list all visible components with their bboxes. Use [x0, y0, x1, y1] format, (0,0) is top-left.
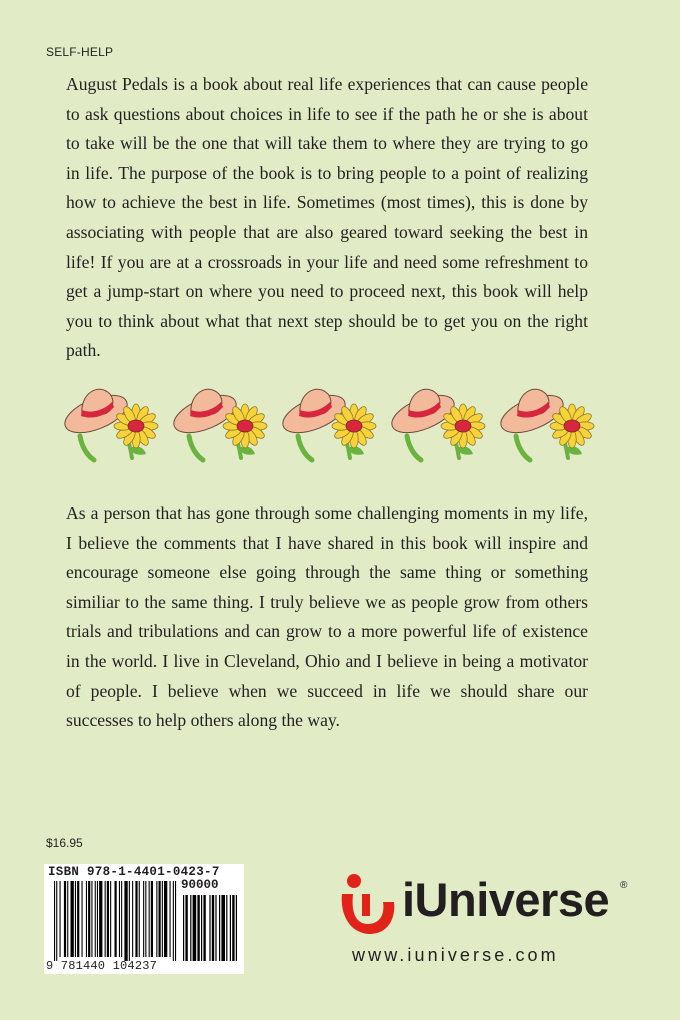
barcode-bar — [119, 881, 120, 957]
barcode-bar — [56, 881, 57, 961]
hat-and-daisy-icon — [496, 374, 600, 466]
addon-bar — [201, 895, 202, 961]
barcode-bar — [64, 881, 66, 957]
price-addon-code: 90000 — [181, 878, 219, 892]
publisher-url: www.iuniverse.com — [352, 945, 559, 965]
barcode-bar — [99, 881, 102, 957]
addon-bar — [221, 895, 225, 961]
description-paragraph: August Pedals is a book about real life experiences that can cause people to ask questions about choices in life to see if the path he or she is about to take will be the one that will take them to where they are trying to go in life. The purpose of the book is to bring people to a point of realizing how to achieve the best in life. Sometimes (most times), this is done by associating with people that are also geared toward seeking the best in life! If you are at a crossroads in your life and need some refreshment to get a jump-start on where you need to proceed next, this book will help you to think about what that next step should be to get you on the right path. — [66, 74, 588, 361]
addon-bar — [230, 895, 231, 961]
barcode-bar — [149, 881, 150, 957]
barcode-bar — [159, 881, 161, 957]
addon-bar — [197, 895, 199, 961]
barcode-bar — [97, 881, 98, 957]
addon-bar — [193, 895, 197, 961]
addon-bar — [209, 895, 210, 961]
barcode-bar — [107, 881, 109, 957]
addon-bar — [226, 895, 227, 961]
registered-mark: ® — [620, 880, 628, 891]
barcode-bar — [124, 881, 127, 961]
barcode-bar — [95, 881, 96, 957]
barcode-bar — [54, 881, 55, 961]
barcode-bar — [135, 881, 137, 957]
addon-bar — [236, 895, 237, 961]
barcode-bar — [162, 881, 163, 957]
addon-bar — [190, 895, 191, 961]
addon-bar — [232, 895, 234, 961]
barcode-bar — [132, 881, 133, 957]
addon-bar — [203, 895, 205, 961]
barcode-bar — [86, 881, 87, 957]
addon-bar — [183, 895, 184, 961]
category-label: SELF-HELP — [46, 45, 114, 59]
barcode-bar — [170, 881, 171, 957]
barcode-bar — [173, 881, 174, 961]
ornament-row — [60, 374, 600, 466]
addon-bar — [185, 895, 187, 961]
price-label: $16.95 — [46, 836, 83, 850]
hat-and-daisy-icon — [387, 374, 491, 466]
barcode-bar — [129, 881, 130, 961]
isbn-label: ISBN 978-1-4401-0423-7 — [48, 865, 220, 879]
barcode-bar — [105, 881, 106, 957]
barcode-bar — [110, 881, 111, 957]
barcode-bar — [121, 881, 122, 957]
barcode-bar — [145, 881, 146, 957]
author-bio-paragraph: As a person that has gone through some challenging moments in my life, I believe the comments that I have shared in this book will inspire and encourage someone else going through the same thing or something similiar to the same thing. I truly believe we as people grow from others trials and tribulations and can grow to a more powerful life of existence in the world. I live in Cleveland, Ohio and I believe in being a motivator of people. I believe when we succeed in life we should share our successes to help others along the way. — [66, 503, 588, 731]
barcode-bar — [77, 881, 79, 957]
publisher-name: iUniverse — [402, 873, 610, 926]
barcode-bar — [164, 881, 167, 957]
barcode-bar — [139, 881, 140, 957]
barcode-bar — [115, 881, 117, 957]
publisher-logo — [336, 866, 636, 970]
hat-and-daisy-icon — [169, 374, 273, 466]
hat-and-daisy-icon — [60, 374, 164, 466]
barcode-bar — [151, 881, 153, 957]
barcode-bar — [75, 881, 76, 957]
barcode-bar — [91, 881, 92, 957]
addon-bar — [215, 895, 216, 961]
barcode-bar — [82, 881, 83, 957]
barcode-bar — [143, 881, 144, 957]
barcode-bar — [67, 881, 68, 957]
addon-bar — [219, 895, 220, 961]
isbn-barcode — [44, 864, 244, 974]
barcode-bar — [88, 881, 90, 957]
ean-digits: 9 781440 104237 — [46, 959, 158, 973]
iuniverse-mark-icon — [336, 872, 398, 938]
hat-and-daisy-icon — [278, 374, 382, 466]
barcode-bar — [60, 881, 61, 957]
barcode-bar — [175, 881, 176, 961]
addon-bar — [212, 895, 214, 961]
barcode-bar — [156, 881, 157, 957]
barcode-bar — [71, 881, 74, 957]
